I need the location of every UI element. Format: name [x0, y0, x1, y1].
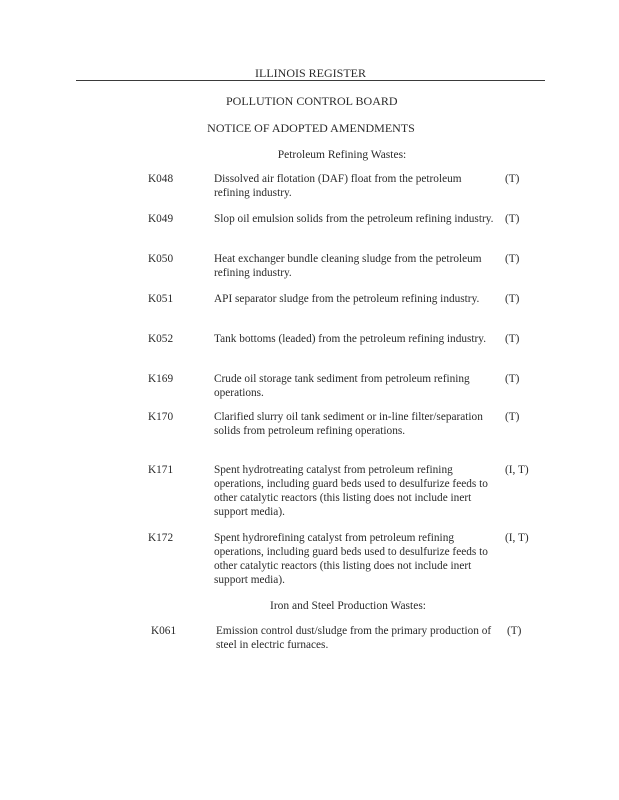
- hazard-code: (I, T): [505, 532, 529, 544]
- waste-code: K048: [148, 173, 174, 185]
- hazard-code: (T): [505, 173, 520, 185]
- waste-code: K049: [148, 213, 174, 225]
- waste-description: Spent hydrotreating catalyst from petroleum refining operations, including guard beds used to desulfurize feeds to other catalytic reactors (this listing does not include inert support media).: [214, 464, 488, 518]
- section-heading-petroleum: Petroleum Refining Wastes:: [277, 149, 407, 161]
- waste-description: Dissolved air flotation (DAF) float from the petroleum refining industry.: [214, 173, 462, 199]
- waste-description: Heat exchanger bundle cleaning sludge from the petroleum refining industry.: [214, 253, 482, 279]
- hazard-code: (T): [507, 625, 522, 637]
- waste-code: K172: [148, 532, 174, 544]
- hazard-code: (I, T): [505, 464, 529, 476]
- hazard-code: (T): [505, 373, 520, 385]
- waste-code: K061: [151, 625, 177, 637]
- waste-description: Clarified slurry oil tank sediment or in-line filter/separation solids from petroleum refining operations.: [214, 411, 483, 437]
- board-name: POLLUTION CONTROL BOARD: [226, 94, 398, 108]
- notice-title: NOTICE OF ADOPTED AMENDMENTS: [207, 121, 415, 135]
- hazard-code: (T): [505, 253, 520, 265]
- waste-code: K171: [148, 464, 174, 476]
- waste-code: K170: [148, 411, 174, 423]
- waste-description: Emission control dust/sludge from the primary production of steel in electric furnaces.: [216, 625, 492, 651]
- header-divider: [76, 80, 545, 81]
- hazard-code: (T): [505, 213, 520, 225]
- waste-description: API separator sludge from the petroleum refining industry.: [214, 293, 480, 305]
- waste-code: K050: [148, 253, 174, 265]
- waste-description: Tank bottoms (leaded) from the petroleum refining industry.: [214, 333, 487, 345]
- waste-description: Spent hydrorefining catalyst from petroleum refining operations, including guard beds used to desulfurize feeds to other catalytic reactors (this listing does not include inert support media).: [214, 532, 488, 586]
- waste-description: Slop oil emulsion solids from the petroleum refining industry.: [214, 213, 494, 225]
- hazard-code: (T): [505, 293, 520, 305]
- hazard-code: (T): [505, 411, 520, 423]
- hazard-code: (T): [505, 333, 520, 345]
- register-title: ILLINOIS REGISTER: [255, 66, 366, 80]
- waste-code: K169: [148, 373, 174, 385]
- section-heading-iron-steel: Iron and Steel Production Wastes:: [269, 600, 426, 612]
- waste-code: K052: [148, 333, 174, 345]
- waste-code: K051: [148, 293, 174, 305]
- waste-description: Crude oil storage tank sediment from petroleum refining operations.: [214, 373, 470, 399]
